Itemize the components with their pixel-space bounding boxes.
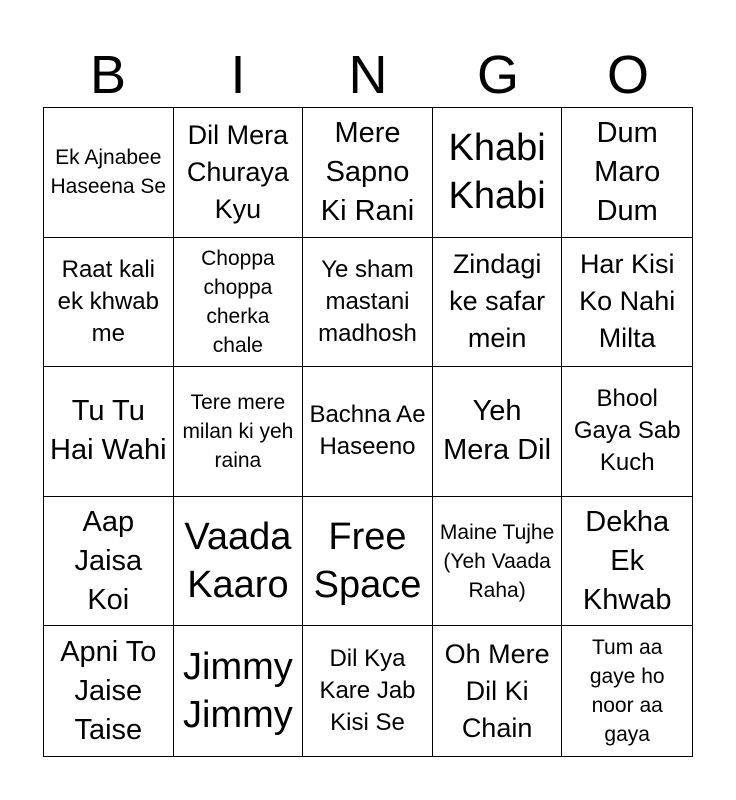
header-letter-o: O bbox=[606, 45, 649, 105]
bingo-cell[interactable]: Bhool Gaya Sab Kuch bbox=[562, 367, 692, 497]
bingo-cell[interactable]: Yeh Mera Dil bbox=[433, 367, 563, 497]
bingo-cell[interactable]: Jimmy Jimmy bbox=[174, 626, 304, 756]
bingo-cell[interactable]: Aap Jaisa Koi bbox=[44, 497, 174, 627]
header-letter-g: G bbox=[476, 45, 519, 105]
bingo-header bbox=[43, 42, 693, 108]
bingo-cell[interactable]: Bachna Ae Haseeno bbox=[303, 367, 433, 497]
bingo-cell[interactable]: Oh Mere Dil Ki Chain bbox=[433, 626, 563, 756]
bingo-cell[interactable]: Dekha Ek Khwab bbox=[562, 497, 692, 627]
bingo-cell[interactable]: Dil Kya Kare Jab Kisi Se bbox=[303, 626, 433, 756]
bingo-cell[interactable]: Maine Tujhe (Yeh Vaada Raha) bbox=[433, 497, 563, 627]
bingo-cell[interactable]: Dum Maro Dum bbox=[562, 108, 692, 238]
bingo-cell[interactable]: Tu Tu Hai Wahi bbox=[44, 367, 174, 497]
bingo-cell[interactable]: Tum aa gaye ho noor aa gaya bbox=[589, 636, 665, 747]
bingo-cell[interactable]: Raat kali ek khwab me bbox=[44, 238, 174, 368]
free-space-cell[interactable]: Free Space bbox=[303, 497, 433, 627]
bingo-cell[interactable]: Dil Mera Churaya Kyu bbox=[174, 108, 304, 238]
header-letter-n: N bbox=[348, 45, 388, 105]
bingo-cell[interactable]: Har Kisi Ko Nahi Milta bbox=[562, 238, 692, 368]
bingo-cell[interactable]: Khabi Khabi bbox=[433, 108, 563, 238]
bingo-cell[interactable]: Zindagi ke safar mein bbox=[433, 238, 563, 368]
bingo-board bbox=[43, 107, 693, 757]
header-letter-i: I bbox=[230, 45, 246, 105]
bingo-cell[interactable]: Ye sham mastani madhosh bbox=[303, 238, 433, 368]
bingo-cell[interactable]: Tere mere milan ki yeh raina bbox=[174, 367, 304, 497]
header-letter-b: B bbox=[89, 45, 127, 105]
bingo-cell[interactable]: Ek Ajnabee Haseena Se bbox=[44, 108, 174, 238]
bingo-cell[interactable]: Choppa choppa cherka chale bbox=[174, 238, 304, 368]
bingo-cell[interactable]: Apni To Jaise Taise bbox=[44, 626, 174, 756]
bingo-cell[interactable]: Mere Sapno Ki Rani bbox=[303, 108, 433, 238]
bingo-cell[interactable]: Vaada Kaaro bbox=[174, 497, 304, 627]
